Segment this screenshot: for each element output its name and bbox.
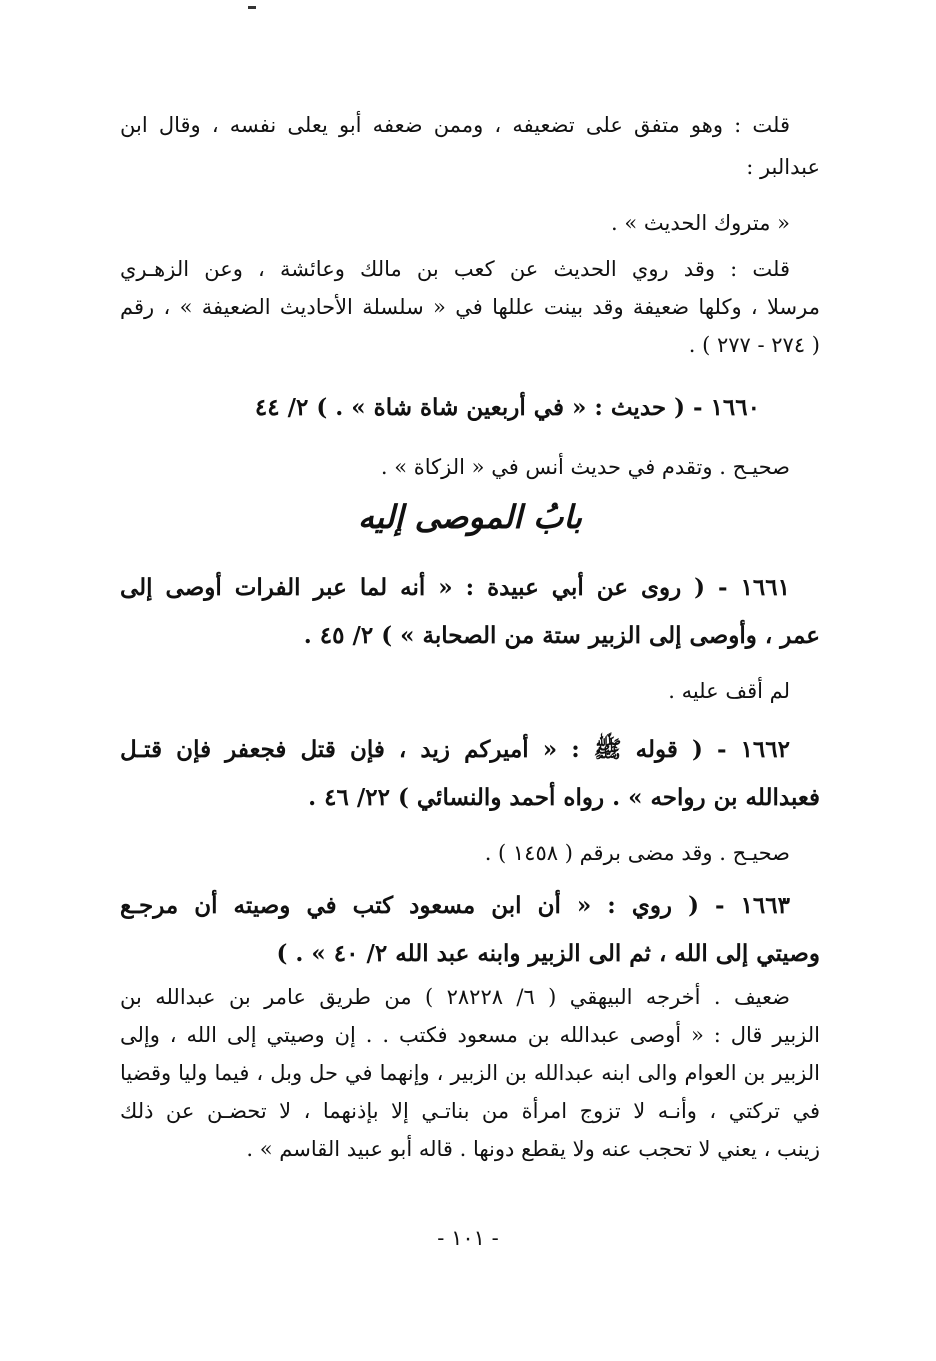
hadith-1660 <box>120 386 820 430</box>
text-line: « متروك الحديث » . <box>611 211 790 235</box>
section-title: بابُ الموصى إليه <box>357 498 583 536</box>
text-line: وصيتي إلى الله ، ثم الى الزبير وابنه عبد الله ٢/ ٤٠ » . ) <box>276 940 820 967</box>
text-line: لم أقف عليه . <box>668 679 790 703</box>
text-line: صحيـح . وقد مضى برقم ( ١٤٥٨ ) . <box>484 841 790 865</box>
text-line: ١٦٦٠ - ( حديث : « في أربعين شاة شاة » . ) ٢/ ٤٤ <box>254 394 760 421</box>
text-line: الزبير قال : « أوصى عبدالله بن مسعود فكتب . . إن وصيتي إلى الله ، وإلى <box>120 1023 820 1047</box>
text-line: فعبدالله بن رواحه » . رواه أحمد والنسائي ) ٢٢/ ٤٦ . <box>308 784 820 811</box>
text-line: في تركتي ، وأنـه لا تزوج امرأة من بناتـي إلا بإذنهما ، لا تحضـن عن ذلك <box>120 1099 820 1123</box>
paragraph-note-2 <box>120 250 820 364</box>
text-line: ( ٢٧٤ - ٢٧٧ ) . <box>688 333 820 357</box>
text-line: ١٦٦٣ - ( روي : « أن ابن مسعود كتب في وصيته أن مرجـع <box>120 892 790 919</box>
text-line: ١٦٦٢ - ( قوله ﷺ : « أميركم زيد ، فإن قتل فجعفر فإن قتـل <box>120 736 790 763</box>
text-line: مرسلا ، وكلها ضعيفة وقد بينت عللها في « سلسلة الأحاديث الضعيفة » ، رقم <box>120 295 820 319</box>
ruling-1663 <box>120 978 820 1168</box>
text-line: عبدالبر : <box>746 155 820 179</box>
text-line: قلت : وهو متفق على تضعيفه ، وممن ضعفه أبو يعلى نفسه ، وقال ابن <box>120 113 790 137</box>
ruling-1662 <box>120 832 820 874</box>
text-line: ضعيف . أخرجه البيهقي ( ٦/ ٢٨٢٢٨ ) من طريق عامر بن عبدالله بن <box>120 985 790 1009</box>
text-line: صحيـح . وتقدم في حديث أنس في « الزكاة » . <box>380 455 790 479</box>
text-line: قلت : وقد روي الحديث عن كعب بن مالك وعائشة ، وعن الزهـري <box>120 257 790 281</box>
hadith-1663 <box>120 882 820 978</box>
ruling-1660 <box>120 446 820 488</box>
paragraph-quote <box>120 202 820 244</box>
text-line: الزبير بن العوام والى ابنه عبدالله بن الزبير ، وإنهما في حل وبل ، فيما وليا وقضيا <box>120 1061 820 1085</box>
text-column <box>120 0 820 1200</box>
text-line: ١٦٦١ - ( روى عن أبي عبيدة : « أنه لما عبر الفرات أوصى إلى <box>120 574 790 601</box>
page-number: - ١٠١ - <box>437 1226 499 1250</box>
text-line: عمر ، وأوصى إلى الزبير ستة من الصحابة » ) ٢/ ٤٥ . <box>303 622 820 649</box>
paragraph-note-1 <box>120 104 820 188</box>
hadith-1662 <box>120 726 820 822</box>
text-line: زينب ، يعني لا تحجب عنه ولا يقطع دونها . قاله أبو عبيد القاسم » . <box>246 1137 820 1161</box>
hadith-1661 <box>120 564 820 660</box>
ruling-1661 <box>120 670 820 712</box>
